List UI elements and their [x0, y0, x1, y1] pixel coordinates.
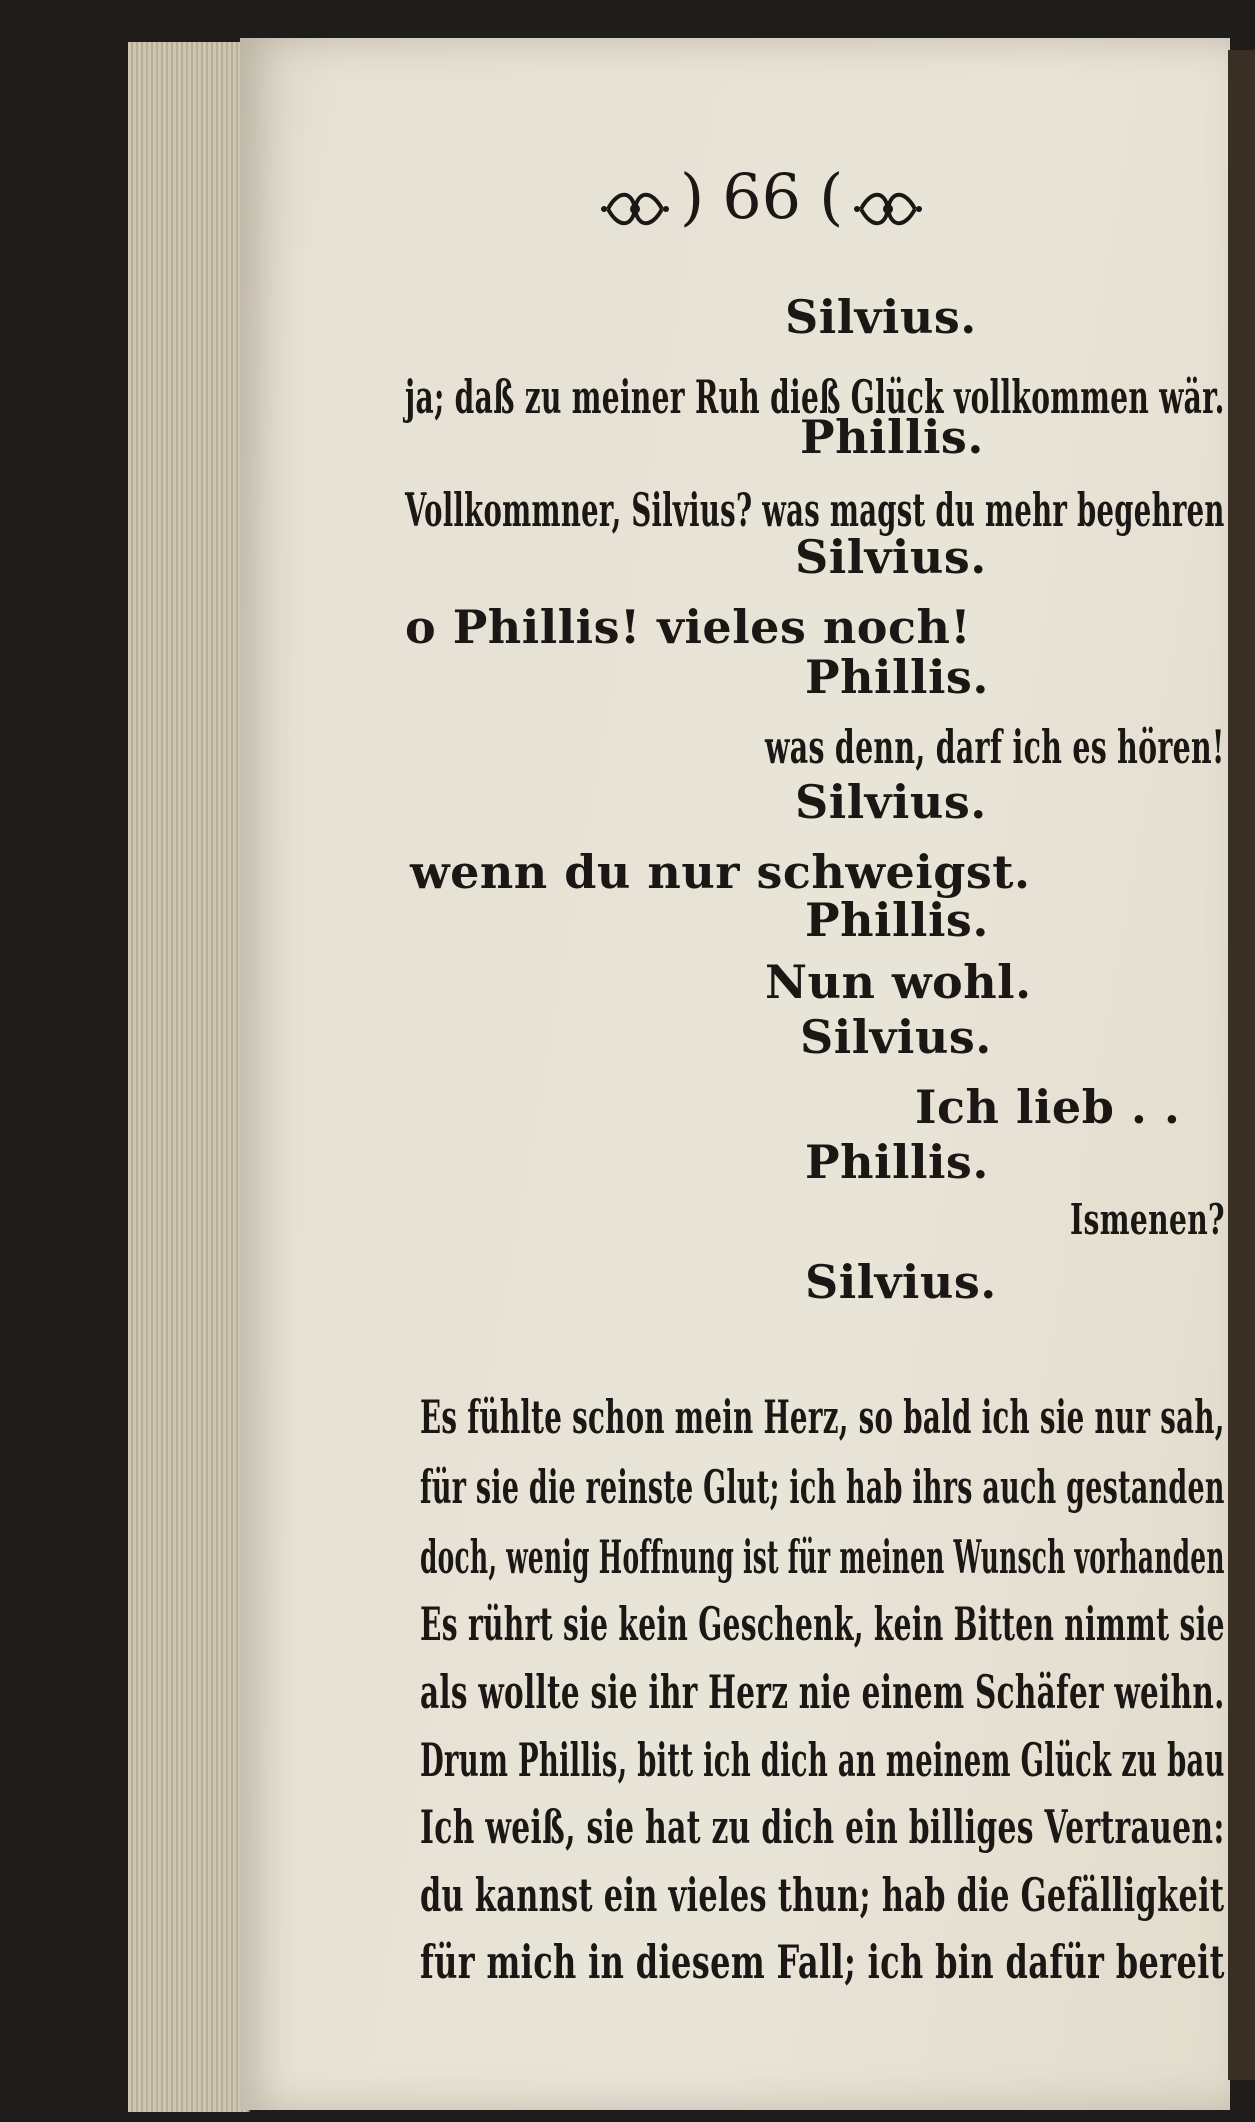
page-header: [590, 160, 933, 233]
paragraph-line: doch, wenig Hoffnung ist für meinen Wunsch vorhanden: [420, 1530, 1225, 1584]
speaker-name: Phillis.: [800, 410, 984, 464]
right-ornament-icon: [853, 174, 923, 220]
book-binding-edge: [1228, 50, 1255, 2080]
dialogue-line: Vollkommner, Silvius? was magst du mehr begehren: [405, 483, 1225, 537]
speaker-name: Silvius.: [800, 1010, 992, 1064]
speaker-name: Phillis.: [805, 650, 989, 704]
speaker-name: Phillis.: [805, 893, 989, 947]
speaker-name: Silvius.: [785, 290, 977, 344]
speaker-name: Silvius.: [805, 1255, 997, 1309]
paragraph-line: du kannst ein vieles thun; hab die Gefälligkeit: [420, 1868, 1225, 1922]
dialogue-line: o Phillis! vieles noch!: [405, 600, 972, 654]
dialogue-line: Nun wohl.: [765, 955, 1032, 1009]
paragraph-line: Es rührt sie kein Geschenk, kein Bitten nimmt sie: [420, 1597, 1225, 1651]
left-ornament-icon: [600, 174, 670, 220]
speaker-name: Silvius.: [795, 775, 987, 829]
dialogue-line: was denn, darf ich es hören!: [765, 720, 1225, 774]
paragraph-line: als wollte sie ihr Herz nie einem Schäfer weihn.: [420, 1665, 1225, 1719]
speaker-name: Phillis.: [805, 1135, 989, 1189]
dialogue-line: ja; daß zu meiner Ruh dieß Glück vollkommen wär.: [405, 370, 1225, 424]
dialogue-line: wenn du nur schweigst.: [410, 845, 1031, 899]
dialogue-line: Ich lieb . .: [915, 1080, 1181, 1134]
speaker-name: Silvius.: [795, 530, 987, 584]
header-paren-left: ): [680, 160, 705, 233]
dialogue-line: Ismenen?: [1070, 1195, 1225, 1244]
paragraph-line: Ich weiß, sie hat zu dich ein billiges Vertrauen:: [420, 1800, 1225, 1854]
paragraph-line: Drum Phillis, bitt ich dich an meinem Glück zu bau: [420, 1733, 1225, 1787]
page-number: 66: [722, 160, 802, 233]
page-edge-stack: [128, 42, 250, 2112]
paragraph-line: Es fühlte schon mein Herz, so bald ich sie nur sah,: [420, 1390, 1225, 1444]
paragraph-line: für sie die reinste Glut; ich hab ihrs auch gestanden: [420, 1460, 1225, 1514]
header-paren-right: (: [819, 160, 844, 233]
paragraph-line: für mich in diesem Fall; ich bin dafür bereit: [420, 1935, 1225, 1989]
